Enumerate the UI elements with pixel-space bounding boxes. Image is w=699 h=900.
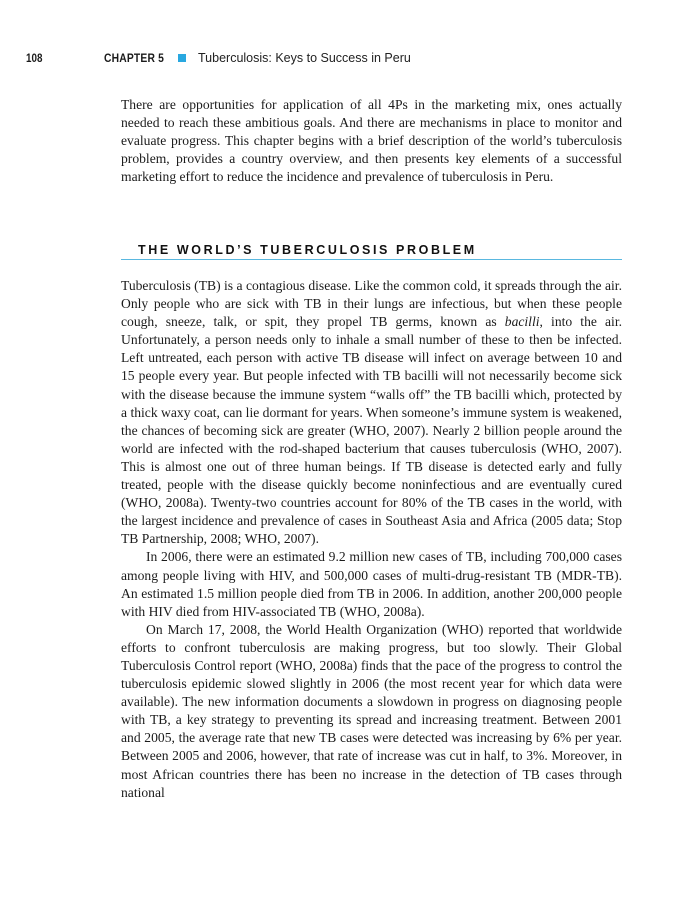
paragraph-2: In 2006, there were an estimated 9.2 million new cases of TB, including 700,000 cases among people living with HIV, and 500,000 cases of multi-drug-resistant TB (MDR-TB). An estimated 1.5 million people died from TB in 2006. In addition, another 200,000 people with HIV died from HIV-associated TB (WHO, 2008a).	[121, 549, 622, 619]
paragraph-1-text-b: , into the air. Unfortunately, a person needs only to inhale a small number of these to then be infected. Left untreated, each person with active TB disease will infect on average between 10 and 15 people every year. But people infected with TB bacilli will not necessarily become sick with the disease because the immune system “walls off” the TB bacilli which, protected by a thick waxy coat, can lie dormant for years. When someone’s immune system is weakened, the chances of becoming sick are greater (WHO, 2007). Nearly 2 billion people around the world are infected with the rod-shaped bacterium that causes tuberculosis (WHO, 2007). This is almost one out of three human beings. If TB disease is detected early and fully treated, people with the disease quickly become noninfectious and are eventually cured (WHO, 2008a). Twenty-two countries account for 80% of the TB cases in the world, with the largest incidence and prevalence of cases in Southeast Asia and Africa (2005 data; Stop TB Partnership, 2008; WHO, 2007).	[121, 314, 622, 547]
main-text	[121, 277, 622, 802]
square-bullet-icon	[178, 54, 186, 62]
page-number: 108	[26, 51, 43, 65]
section-heading: THE WORLD’S TUBERCULOSIS PROBLEM	[138, 243, 477, 257]
paragraph-1-italic-term: bacilli	[504, 314, 540, 330]
chapter-title: Tuberculosis: Keys to Success in Peru	[198, 51, 411, 65]
paragraph-1	[121, 277, 622, 548]
section-heading-rule	[121, 241, 622, 260]
chapter-label: CHAPTER 5	[104, 51, 165, 65]
intro-section	[121, 96, 622, 186]
intro-paragraph: There are opportunities for application of all 4Ps in the marketing mix, ones actually needed to reach these ambitious goals. And there are mechanisms in place to monitor and evaluate progress. This chapter begins with a brief description of the world’s tuberculosis problem, provides a country overview, and then presents key elements of a successful marketing effort to reduce the incidence and prevalence of tuberculosis in Peru.	[121, 97, 622, 185]
paragraph-1-text-a: Tuberculosis (TB) is a contagious disease. Like the common cold, it spreads through the air. Only people who are sick with TB in their lungs are infectious, but when these people cough, sneeze, talk, or spit, they propel TB germs, known as	[121, 278, 622, 330]
running-head	[26, 48, 411, 68]
paragraph-3: On March 17, 2008, the World Health Organization (WHO) reported that worldwide efforts to confront tuberculosis are making progress, but too slowly. Their Global Tuberculosis Control report (WHO, 2008a) finds that the pace of the progress to control the tuberculosis epidemic slowed slightly in 2006 (the most recent year for which data were available). The new information documents a slowdown in progress on diagnosing people with TB, a key strategy to preventing its spread and increasing treatment. Between 2001 and 2005, the average rate that new TB cases were detected was increasing by 6% per year. Between 2005 and 2006, however, that rate of increase was cut in half, to 3%. Moreover, in most African countries there has been no increase in the detection of TB cases through national	[121, 621, 622, 800]
